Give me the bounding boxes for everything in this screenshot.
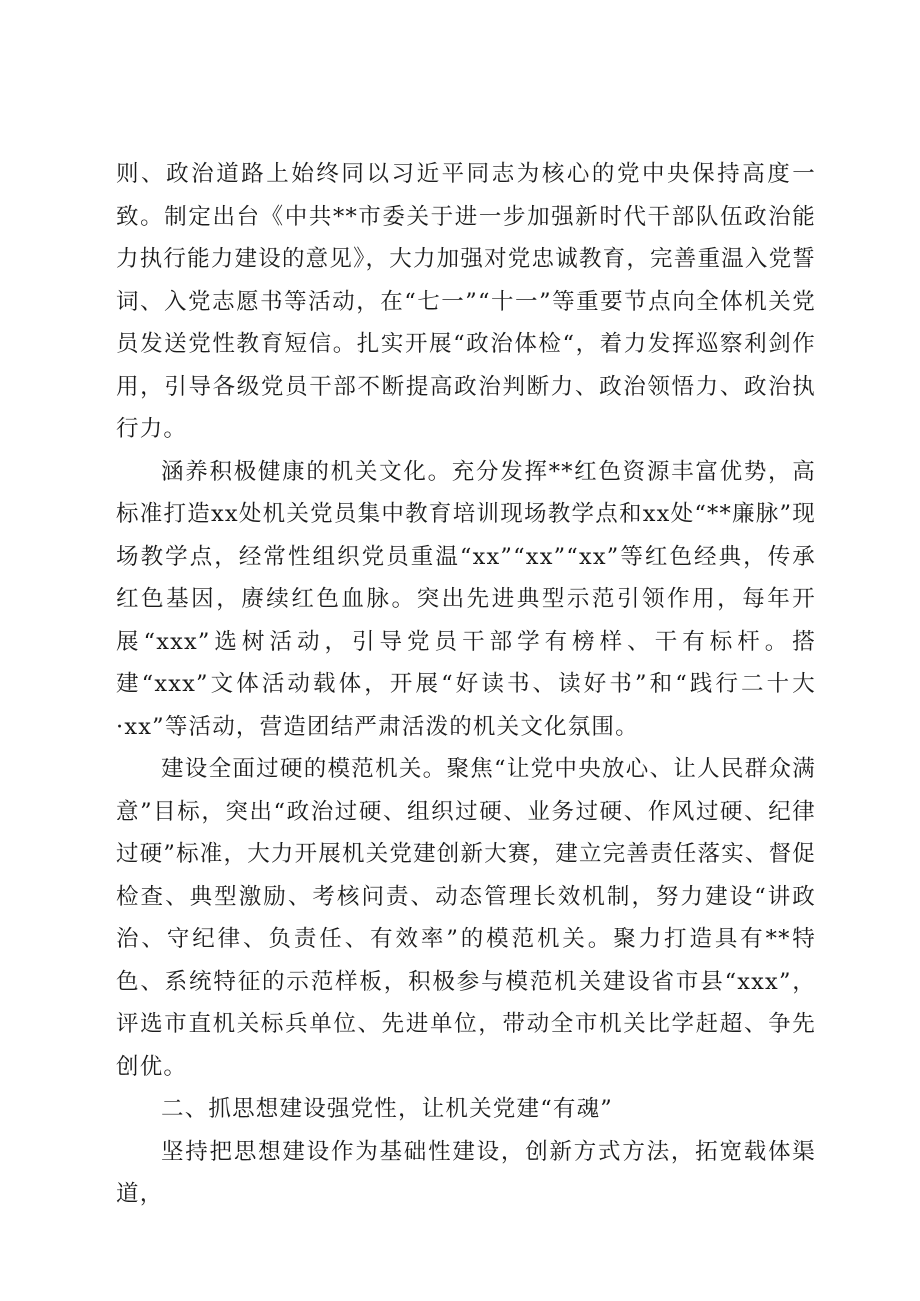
section-heading-ideological-building: 二、抓思想建设强党性，让机关党建“有魂” bbox=[161, 1096, 614, 1122]
paragraph-ideological-building: 坚持把思想建设作为基础性建设，创新方式方法，拓宽载体渠道， bbox=[116, 1138, 816, 1207]
paragraph-model-organ: 建设全面过硬的模范机关。聚焦“让党中央放心、让人民群众满意”目标，突出“政治过硬、组织过硬、业务过硬、作风过硬、纪律过硬”标准，大力开展机关党建创新大赛，建立完善责任落实、督促检查、典型激励、考核问责、动态管理长效机制，努力建设“讲政治、守纪律、负责任、有效率”的模范机关。聚力打造具有**特色、系统特征的示范样板，积极参与模范机关建设省市县“xxx”，评选市直机关标兵单位、先进单位，带动全市机关比学赶超、争先创优。 bbox=[116, 756, 817, 1080]
paragraph-organ-culture: 涵养积极健康的机关文化。充分发挥**红色资源丰富优势，高标准打造xx处机关党员集中教育培训现场教学点和xx处“**廉脉”现场教学点，经常性组织党员重温“xx”“xx”“xx”等红色经典，传承红色基因，赓续红色血脉。突出先进典型示范引领作用，每年开展“xxx”选树活动，引导党员干部学有榜样、干有标杆。搭建“xxx”文体活动载体，开展“好读书、读好书”和“践行二十大·xx”等活动，营造团结严肃活泼的机关文化氛围。 bbox=[116, 458, 816, 740]
document-body bbox=[116, 153, 816, 1216]
paragraph-political-alignment: 则、政治道路上始终同以习近平同志为核心的党中央保持高度一致。制定出台《中共**市委关于进一步加强新时代干部队伍政治能力执行能力建设的意见》，大力加强对党忠诚教育，完善重温入党誓词、入党志愿书等活动，在“七一”“十一”等重要节点向全体机关党员发送党性教育短信。扎实开展“政治体检“，着力发挥巡察利剑作用，引导各级党员干部不断提高政治判断力、政治领悟力、政治执行力。 bbox=[116, 161, 816, 442]
